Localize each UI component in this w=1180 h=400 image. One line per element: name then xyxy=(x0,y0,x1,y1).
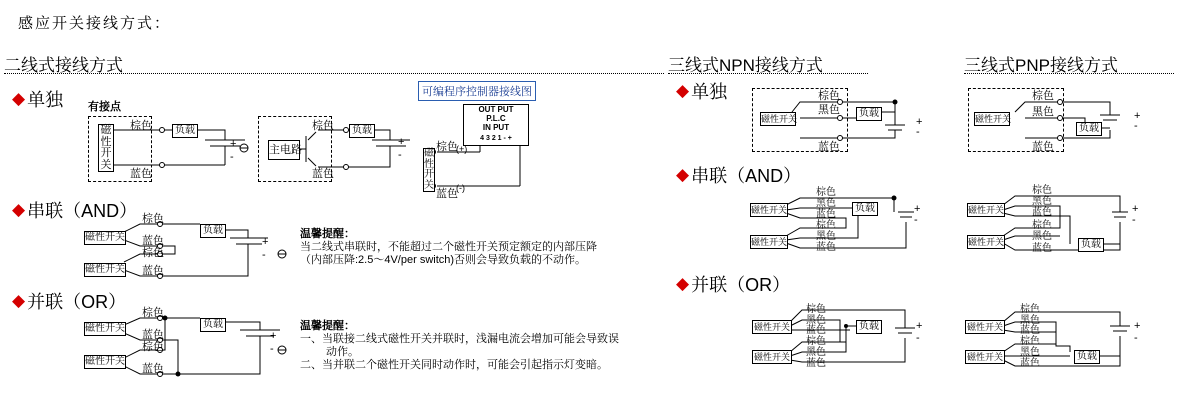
minus-label: - xyxy=(914,214,918,226)
minus-label: - xyxy=(1134,332,1138,344)
plus-label: + xyxy=(916,116,923,128)
wire-label-black: 黑色 xyxy=(818,104,840,116)
junction-dot xyxy=(176,372,181,377)
switch-box: 磁性开关 xyxy=(85,232,125,243)
wire xyxy=(224,322,260,330)
wire-label-black: 黑色 xyxy=(806,315,826,326)
switch-box: 磁性开关 xyxy=(85,264,125,275)
wire-label-blue: 蓝色 xyxy=(806,325,826,336)
load-box: 负载 xyxy=(1078,238,1104,252)
wire-label-brown: 棕色 xyxy=(1020,304,1040,315)
diamond-icon: ◆ xyxy=(12,200,26,219)
wire-label-brown: 棕色 xyxy=(142,213,164,225)
load-box: 负载 xyxy=(852,202,878,216)
wire-label-black: 黑色 xyxy=(1032,196,1052,207)
wire-label-black: 黑色 xyxy=(806,347,826,358)
bullet-label: 串联（AND） xyxy=(27,201,138,221)
wire-label-brown: 棕色 xyxy=(1032,90,1054,102)
terminal xyxy=(344,128,349,133)
switch-box: 磁性开关 xyxy=(424,148,434,191)
wire-label-blue: 蓝色 xyxy=(816,209,836,220)
wire-label-blue: 蓝色 xyxy=(436,188,458,200)
wire-label-blue: 蓝色 xyxy=(1032,141,1054,153)
wire-label-blue: 蓝色 xyxy=(816,242,836,253)
wire-label-brown: 棕色 xyxy=(806,336,826,347)
terminal xyxy=(160,128,165,133)
wire-label-black: 黑色 xyxy=(1032,231,1052,242)
switch-box: 磁性开关 xyxy=(968,205,1005,215)
wire-label-black: 黑色 xyxy=(1032,106,1054,118)
note-title: 温馨提醒： xyxy=(300,228,355,240)
bullet-label: 串联（AND） xyxy=(691,166,802,186)
minus-label: - xyxy=(398,149,402,161)
wire-label-brown: 棕色 xyxy=(312,120,334,132)
section-title-pnp: 三线式PNP接线方式 xyxy=(964,56,1118,75)
note-line: 动作。 xyxy=(326,346,359,358)
plus-label: + xyxy=(270,330,277,342)
switch-box: 磁性开关 xyxy=(968,237,1005,247)
minus-label: - xyxy=(270,343,274,355)
load-box: 负载 xyxy=(200,224,226,238)
junction-dot xyxy=(893,100,898,105)
minus-paren-label: (-) xyxy=(456,183,465,193)
minus-label: - xyxy=(1134,120,1138,132)
wire-label-black: 黑色 xyxy=(1020,347,1040,358)
section-title-npn: 三线式NPN接线方式 xyxy=(668,56,823,75)
plus-label: + xyxy=(1134,320,1141,332)
wire-label-brown: 棕色 xyxy=(816,220,836,231)
note-line: （内部压降:2.5～4V/per switch)否则会导致负载的不动作。 xyxy=(300,254,587,266)
wire-label-blue: 蓝色 xyxy=(1032,243,1052,254)
page-title: 感应开关接线方式： xyxy=(18,15,172,32)
bullet-label: 并联（OR） xyxy=(691,275,791,295)
switch-box: 磁性开关 xyxy=(966,322,1003,332)
wire-label-brown: 棕色 xyxy=(1032,185,1052,196)
wire-label-black: 黑色 xyxy=(1020,315,1040,326)
note-line: 当二线式串联时，不能超过二个磁性开关预定额定的内部压降 xyxy=(300,241,597,253)
load-box: 负载 xyxy=(856,107,882,121)
wire-label-blue: 蓝色 xyxy=(806,358,826,369)
terminal xyxy=(160,163,165,168)
wire-label-brown: 棕色 xyxy=(1020,336,1040,347)
terminal xyxy=(344,165,349,170)
bullet-label: 单独 xyxy=(691,82,728,102)
wire-label-brown: 棕色 xyxy=(130,120,152,132)
bullet-label: 单独 xyxy=(27,90,64,110)
switch-box: 磁性开关 xyxy=(753,322,790,332)
wire-label-blue: 蓝色 xyxy=(142,265,164,277)
parallel-note xyxy=(300,320,619,372)
diamond-icon: ◆ xyxy=(12,89,26,108)
wire-label-blue: 蓝色 xyxy=(818,141,840,153)
wire xyxy=(1003,196,1120,212)
plus-label: + xyxy=(262,236,269,248)
plc-diagram-link[interactable]: 可编程序控制器接线图 xyxy=(418,81,536,101)
wire-label-brown: 棕色 xyxy=(142,307,164,319)
switch-box: 磁性开关 xyxy=(85,323,125,334)
series-note xyxy=(300,228,597,267)
wire-label-blue: 蓝色 xyxy=(1020,358,1040,369)
wire-label-blue: 蓝色 xyxy=(130,168,152,180)
load-box: 负载 xyxy=(1074,350,1100,364)
wire-label-blue: 蓝色 xyxy=(142,235,164,247)
plc-out-label: OUT PUT xyxy=(478,105,514,114)
section-title-two-wire: 二线式接线方式 xyxy=(4,56,123,75)
wire-label-brown: 棕色 xyxy=(436,141,458,153)
switch-box: 磁性开关 xyxy=(975,114,1012,124)
minus-label: - xyxy=(916,332,920,344)
plus-label: + xyxy=(916,320,923,332)
wire-label-blue: 蓝色 xyxy=(142,363,164,375)
wire-label-blue: 蓝色 xyxy=(312,168,334,180)
plc-name-label: P.L.C xyxy=(486,114,506,123)
wire xyxy=(373,130,390,140)
switch-box: 磁性开关 xyxy=(753,352,790,362)
switch-box: 磁性开关 xyxy=(98,124,114,172)
bullet-label: 并联（OR） xyxy=(27,292,127,312)
wire-label-blue: 蓝色 xyxy=(1020,325,1040,336)
load-box: 负载 xyxy=(172,124,198,138)
plus-paren-label: (+) xyxy=(456,144,468,154)
wire-label-brown: 棕色 xyxy=(142,247,164,259)
plus-label: + xyxy=(1134,110,1141,122)
wire-label-brown: 棕色 xyxy=(816,187,836,198)
wire-label-brown: 棕色 xyxy=(1032,220,1052,231)
wire-label-black: 黑色 xyxy=(816,231,836,242)
wire-label-brown: 棕色 xyxy=(806,304,826,315)
switch-box: 磁性开关 xyxy=(966,352,1003,362)
switch-box: 磁性开关 xyxy=(85,356,125,367)
plus-label: + xyxy=(398,136,405,148)
minus-label: - xyxy=(262,249,266,261)
plus-label: + xyxy=(1132,203,1139,215)
wire-label-blue: 蓝色 xyxy=(1032,207,1052,218)
plc-in-label: IN PUT xyxy=(482,123,510,132)
minus-label: - xyxy=(916,126,920,138)
diamond-icon: ◆ xyxy=(676,165,690,184)
plc-box xyxy=(463,104,529,146)
wire xyxy=(196,130,225,140)
note-line: 一、当联接二线式磁性开关并联时，浅漏电流会增加可能会导致误 xyxy=(300,333,619,345)
wire xyxy=(224,230,248,238)
diamond-icon: ◆ xyxy=(12,291,26,310)
switch-box: 磁性开关 xyxy=(751,237,788,247)
main-circuit-box: 主电路 xyxy=(268,140,300,160)
minus-label: - xyxy=(230,151,234,163)
switch-box: 磁性开关 xyxy=(751,205,788,215)
load-box: 负载 xyxy=(1076,122,1102,136)
note-line: 二、当并联二个磁性开关同时动作时，可能会引起指示灯变暗。 xyxy=(300,359,608,371)
junction-dot xyxy=(844,324,848,328)
plus-label: + xyxy=(914,203,921,215)
load-box: 负载 xyxy=(349,124,375,138)
wire-label-brown: 棕色 xyxy=(818,90,840,102)
plc-terminal-labels: 4 3 2 1 - + xyxy=(480,135,512,142)
switch-box: 磁性开关 xyxy=(761,114,798,124)
wire-label-blue: 蓝色 xyxy=(142,329,164,341)
wire-label-black: 黑色 xyxy=(816,198,836,209)
diamond-icon: ◆ xyxy=(676,81,690,100)
junction-dot xyxy=(892,196,897,201)
diamond-icon: ◆ xyxy=(676,274,690,293)
wire-label-brown: 棕色 xyxy=(142,341,164,353)
minus-label: - xyxy=(1132,214,1136,226)
load-box: 负载 xyxy=(856,320,882,334)
contact-label: 有接点 xyxy=(88,101,121,113)
plus-label: + xyxy=(230,138,237,150)
load-box: 负载 xyxy=(200,318,226,332)
note-title: 温馨提醒： xyxy=(300,320,355,332)
